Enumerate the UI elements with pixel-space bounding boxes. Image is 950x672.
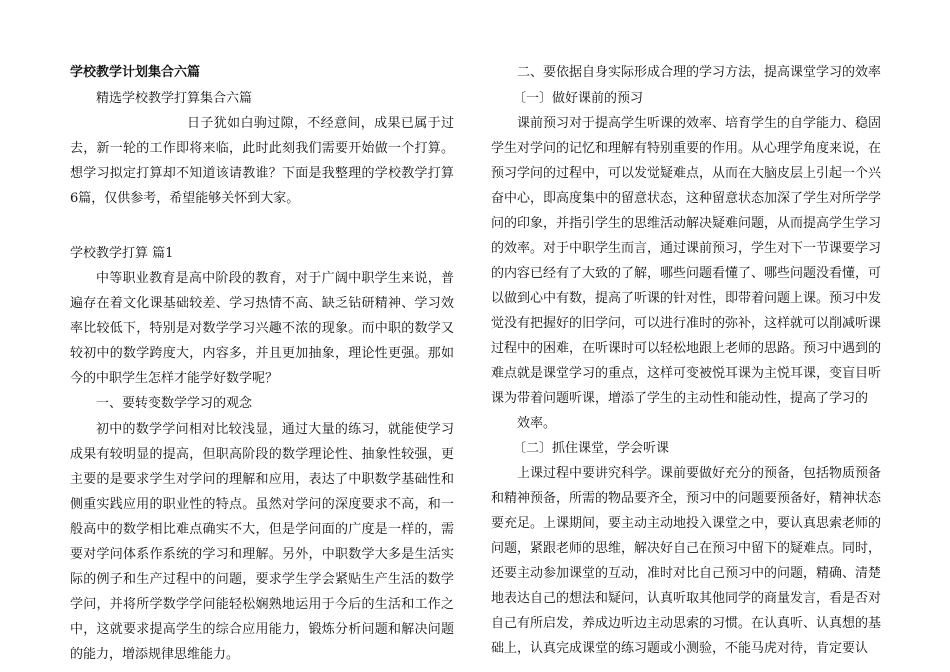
- paragraph-3: 课前预习对于提高学生听课的效率、培育学生的自学能力、稳固学生对学问的记忆和理解有特别重要的作用。从心理学角度来说，在预习学问的过程中，可以发觉疑难点，从而在大脑皮层上引起一个兴奋中心，即高度集中的留意状态，这种留意状态加深了学生对所学学问的印象，并指引学生的思维活动解决疑难问题，从而提高学生学习的效率。对于中职学生而言，通过课前预习，学生对下一节课要学习的内容已经有了大致的了解，哪些问题看懂了、哪些问题没看懂，可以做到心中有数，提高了听课的针对性，即带着问题上课。预习中发觉没有把握好的旧学问，可以进行准时的弥补，这样就可以削减听课过程中的困难，在听课时可以轻松地跟上老师的思路。预习中遇到的难点就是课堂学习的重点，这样可变被悦耳课为主悦耳课，变盲目听课为带着问题听课，增添了学生的主动性和能动性，提高了学习的: [491, 116, 882, 406]
- section-title: 学校教学打算 篇1: [70, 246, 174, 261]
- paragraph-2: 初中的数学学问相对比较浅显，通过大量的练习，就能使学习成果有较明显的提高，但职高阶段的数学理论性、抽象性较强，更主要的是要求学生对学问的理解和应用，表达了中职数学基础性和侧重实践应用的职业性的特点。虽然对学问的深度要求不高，和一般高中的数学相比难点确实不大，但是学问面的广度是一样的，需要对学问体系作系统的学习和理解。另外，中职数学大多是生活实际的例子和生产过程中的问题，要求学生学会紧贴生产生活的数学学问，并将所学数学学问能轻松娴熟地运用于今后的生活和工作之中，这就要求提高学生的综合应用能力，锻炼分析问题和解决问题的能力，增添规律思维能力。: [70, 422, 454, 662]
- intro-paragraph: 日子犹如白驹过隙，不经意间，成果已属于过去，新一轮的工作即将来临，此时此刻我们需要开始做一个打算。想学习拟定打算却不知道该请教谁？下面是我整理的学校教学打算6篇，仅供参考，希望能够关怀到大家。: [70, 116, 454, 206]
- paragraph-3-end: 效率。: [517, 416, 557, 431]
- paragraph-1: 中等职业教育是高中阶段的教育，对于广阔中职学生来说，普遍存在着文化课基础较差、学习热情不高、缺乏钻研精神、学习效率比较低下，特别是对数学学习兴趣不浓的现象。而中职的数学又较初中的数学跨度大，内容多，并且更加抽象，理论性更强。那如今的中职学生怎样才能学好数学呢？: [70, 271, 454, 386]
- paragraph-4: 上课过程中要讲究科学。课前要做好充分的预备，包括物质预备和精神预备，所需的物品要齐全，预习中的问题要预备好，精神状态要充足。上课期间，要主动主动地投入课堂之中，要认真思索老师的问题，紧跟老师的思维，解决好自己在预习中留下的疑难点。同时，还要主动参加课堂的互动，准时对比自己预习中的问题，精确、清楚地表达自己的想法和疑问，认真听取其他同学的商量发言，看是否对自己有所启发，养成边听边主动思索的习惯。在认真听、认真想的基础上，认真完成课堂的练习题或小测验，不能马虎对待，肯定要认: [491, 466, 882, 656]
- document-title: 学校教学计划集合六篇: [70, 65, 201, 80]
- subheading-1: 〔一〕做好课前的预习: [513, 91, 644, 106]
- blank-line: [70, 211, 454, 237]
- left-column: [70, 60, 454, 667]
- subheading-2: 〔二〕抓住课堂，学会听课: [513, 441, 670, 456]
- heading-1: 一、要转变数学学习的观念: [96, 396, 253, 411]
- right-column: [491, 60, 881, 661]
- heading-2: 二、要依据自身实际形成合理的学习方法，提高课堂学习的效率: [517, 65, 882, 80]
- document-subtitle: 精选学校教学打算集合六篇: [96, 91, 253, 106]
